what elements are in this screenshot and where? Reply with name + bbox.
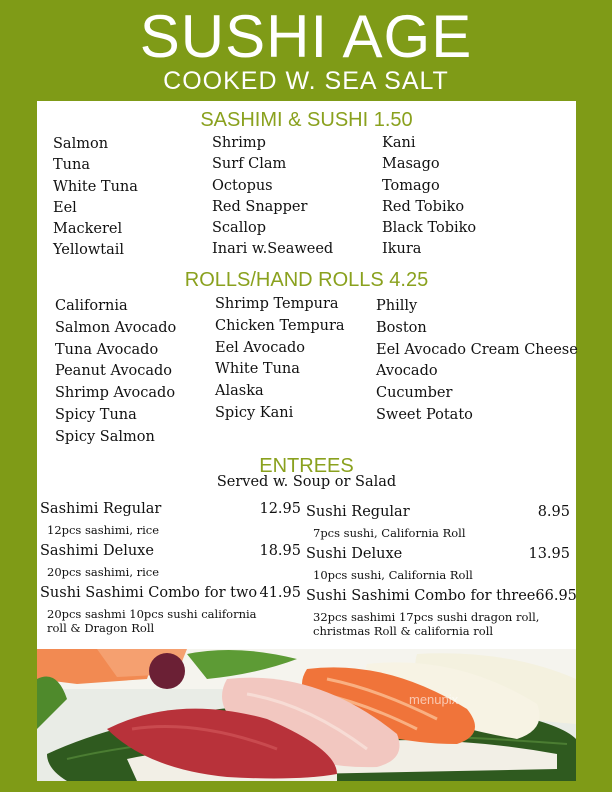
entree-description: 12pcs sashimi, rice [47,523,160,537]
entree-item [306,545,570,582]
menu-item: Octopus [212,177,273,194]
entree-item [40,584,301,635]
menu-item: Eel Avocado [215,339,305,356]
menu-item: Shrimp Avocado [55,385,176,402]
sashimi-sushi-heading: SASHIMI & SUSHI 1.50 [200,109,413,131]
menu-item: Eel [53,199,77,216]
menu-item: Surf Clam [212,156,287,173]
menu-item: Black Tobiko [382,220,477,237]
menu-item: Ikura [382,241,422,258]
sashimi-col-2 [212,133,333,261]
menu-item: Peanut Avocado [55,363,173,380]
menu-item: Chicken Tempura [215,317,345,334]
entree-item [40,500,301,537]
menu-item: Alaska [215,383,264,400]
menu-item: Boston [376,319,427,336]
entree-row [306,587,577,606]
entrees-subheading: Served w. Soup or Salad [216,474,397,490]
entree-description: 32pcs sashimi 17pcs sushi dragon roll, [313,610,540,624]
menu-item: Shrimp [212,135,266,151]
entree-row [306,503,570,522]
sushi-photo [37,649,576,781]
sashimi-col-1 [53,134,138,262]
menu-item: Kani [382,135,416,151]
entree-description: christmas Roll & california roll [313,624,494,638]
entree-description: 20pcs sashimi, rice [47,565,160,579]
entree-row [40,542,301,561]
menu-title: SUSHI AGE [139,3,473,70]
entree-price: 41.95 [259,585,301,601]
entree-description: 7pcs sushi, California Roll [313,526,466,540]
menu-item: White Tuna [215,361,300,378]
entree-price: 13.95 [528,546,570,562]
entree-name: Sashimi Regular [40,501,162,517]
rolls-col-3 [376,296,578,427]
entree-name: Sashimi Deluxe [40,543,154,559]
menu-item: Shrimp Tempura [215,296,339,312]
entree-name: Sushi Deluxe [306,546,403,562]
menu-item: Spicy Tuna [55,406,137,423]
entree-description: roll & Dragon Roll [47,621,155,635]
menu-item: California [55,298,128,314]
entree-price: 12.95 [259,501,301,517]
menu-item: Tuna Avocado [55,341,159,358]
menu-item: Inari w.Seaweed [212,241,334,258]
rolls-col-2 [215,294,345,425]
menu-panel [37,101,576,649]
entree-name: Sushi Sashimi Combo for three [306,588,536,604]
entree-item [40,542,301,579]
entree-price: 66.95 [535,588,577,604]
sashimi-col-3 [382,133,476,261]
entree-description: 10pcs sushi, California Roll [313,568,473,582]
entree-item [306,503,570,540]
menu-item: Red Snapper [212,198,308,215]
photo-watermark: menupix [409,692,459,707]
menu-item: Red Tobiko [382,198,465,215]
entree-price: 18.95 [259,543,301,559]
menu-item: Eel Avocado Cream Cheese [376,341,578,358]
entrees-heading: ENTREES [259,455,354,477]
sushi-photo-illustration [37,649,576,781]
menu-item: Scallop [212,220,266,237]
menu-item: Salmon Avocado [55,319,177,336]
menu-item: Masago [382,156,440,173]
menu-item: White Tuna [53,178,138,195]
menu-item: Tuna [53,157,90,174]
menu-item: Avocado [376,363,438,380]
entrees-left-column [40,500,301,635]
menu-subtitle: COOKED W. SEA SALT [163,67,449,95]
entree-price: 8.95 [537,504,570,520]
entrees-right-column [306,503,577,638]
menu-item: Cucumber [376,385,453,402]
rolls-col-1 [55,296,176,449]
entree-description: 20pcs sashmi 10pcs sushi california [47,607,257,621]
menu-item: Spicy Salmon [55,428,155,445]
entree-name: Sushi Regular [306,504,410,520]
entree-item [306,587,577,638]
rolls-heading: ROLLS/HAND ROLLS 4.25 [184,269,429,291]
entree-row [40,500,301,519]
entree-name: Sushi Sashimi Combo for two [40,585,258,601]
menu-item: Sweet Potato [376,406,473,423]
menu-item: Tomago [382,177,440,194]
menu-item: Spicy Kani [215,404,294,421]
entree-row [306,545,570,564]
menu-item: Salmon [53,136,109,152]
menu-item: Yellowtail [53,242,125,259]
entree-row [40,584,301,603]
menu-item: Philly [376,298,418,314]
menu-item: Mackerel [53,221,123,238]
